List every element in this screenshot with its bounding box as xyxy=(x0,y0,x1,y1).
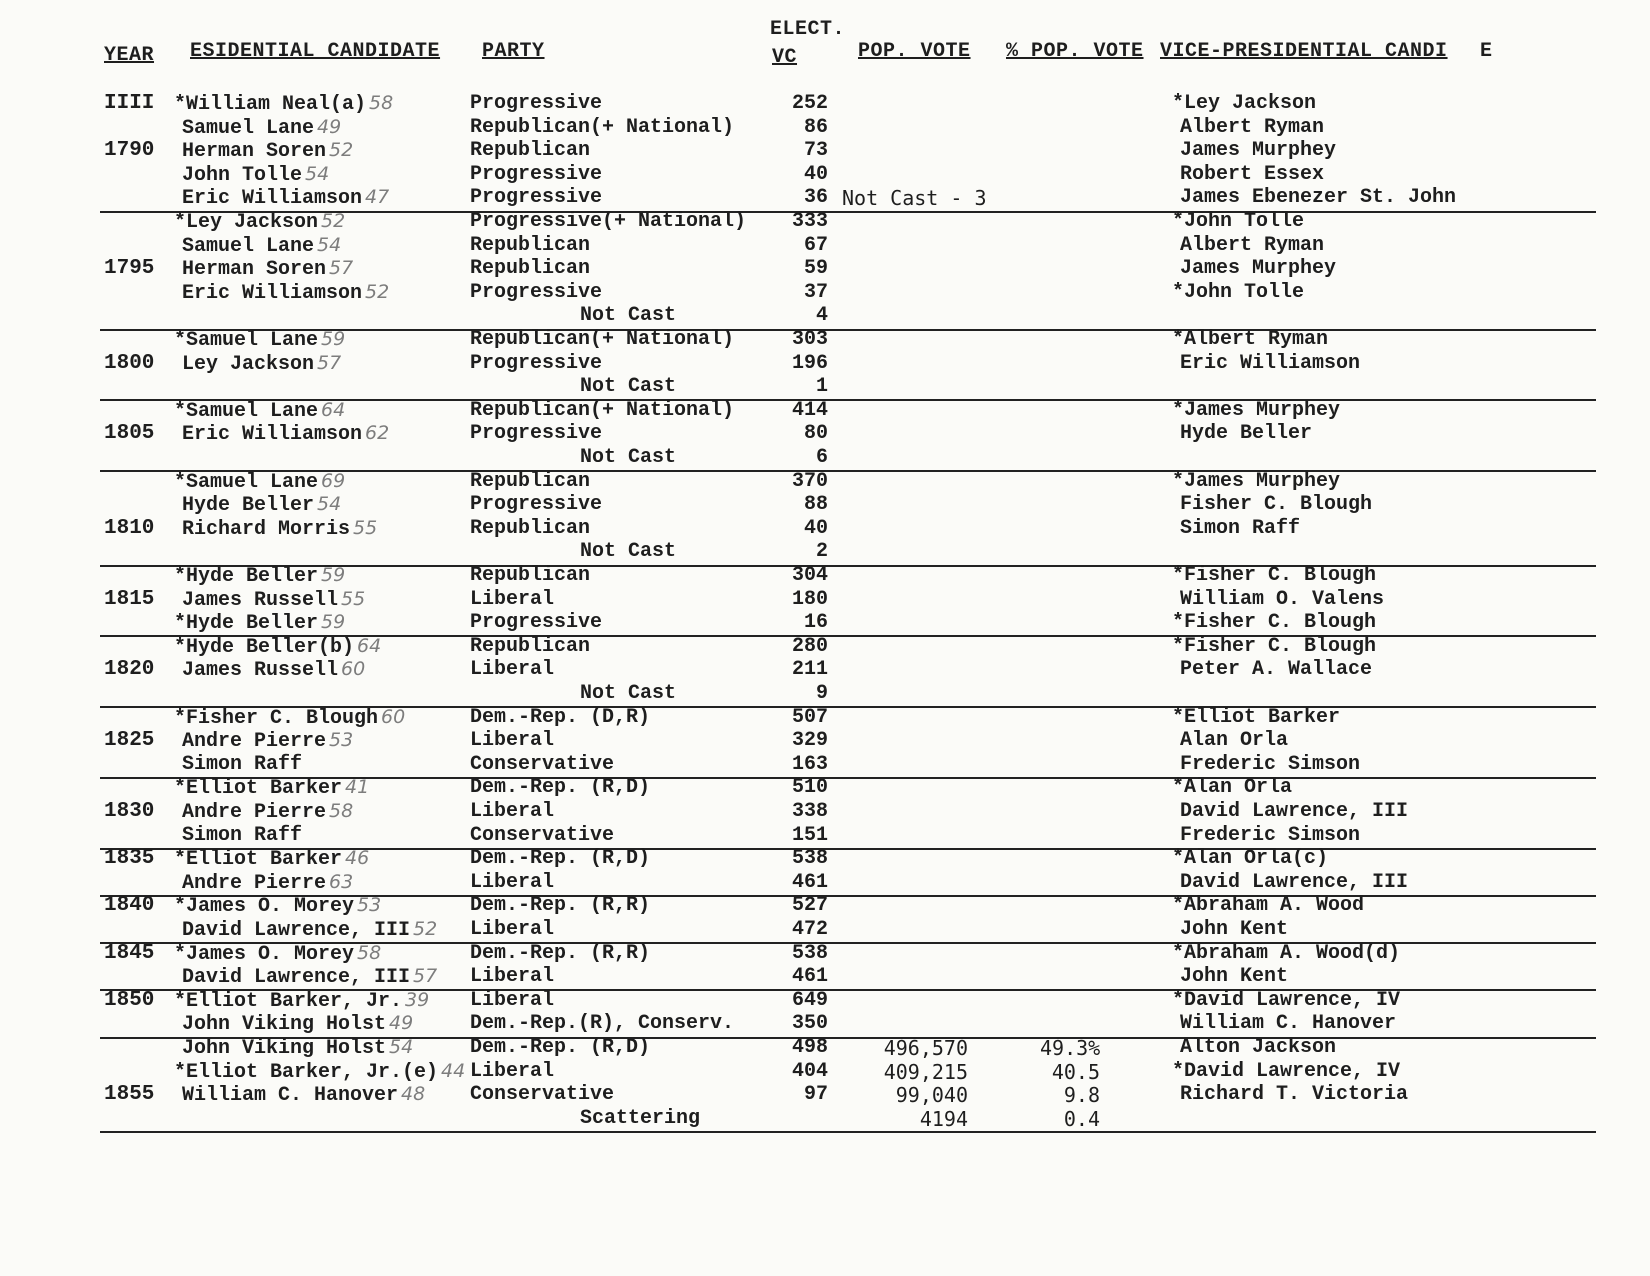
table-row xyxy=(0,375,1650,399)
vice-presidential-candidate: *Fisher C. Blough xyxy=(1172,611,1377,635)
vice-presidential-candidate: Albert Ryman xyxy=(1180,233,1325,257)
candidate-age-note: 55 xyxy=(341,587,366,610)
candidate-age-note: 53 xyxy=(329,729,354,752)
party-name: Liberal xyxy=(470,918,555,941)
vice-presidential-candidate: David Lawrence, III xyxy=(1180,870,1409,894)
header-elect: ELECT. xyxy=(770,18,846,41)
party-name: Dem.-Rep. (R,D) xyxy=(470,1036,651,1059)
party-name: Liberal xyxy=(470,729,555,753)
vice-presidential-candidate: *Elliot Barker xyxy=(1172,705,1341,729)
candidate-name: Andre Pierre 53 xyxy=(182,729,354,754)
table-row xyxy=(0,1107,1650,1131)
party-name: Republican xyxy=(470,257,591,281)
table-row xyxy=(0,753,1650,777)
election-year: 1855 xyxy=(104,1083,155,1107)
party-name: Progressive(+ National) xyxy=(470,210,747,233)
percent-popular-vote: 40.5 xyxy=(1051,1059,1100,1084)
candidate-name: Samuel Lane 49 xyxy=(182,115,342,140)
candidate-name: Richard Morris 55 xyxy=(182,516,378,541)
table-row xyxy=(0,871,1650,895)
vice-presidential-candidate: William O. Valens xyxy=(1180,587,1385,611)
electoral-votes: 88 xyxy=(803,493,828,517)
table-row xyxy=(0,470,1650,494)
electoral-votes: 67 xyxy=(803,233,828,257)
vice-presidential-candidate: Hyde Beller xyxy=(1180,422,1313,446)
electoral-votes: 180 xyxy=(791,587,828,611)
candidate-age-note: 58 xyxy=(357,941,382,964)
candidate-age-note: 64 xyxy=(321,398,346,421)
table-row xyxy=(0,682,1650,706)
candidate-name: Herman Soren 52 xyxy=(182,139,354,164)
electoral-votes: 6 xyxy=(815,446,828,469)
party-name: Progressive xyxy=(470,92,603,115)
party-name: Liberal xyxy=(470,800,555,823)
candidate-age-note: 54 xyxy=(317,233,342,256)
table-row xyxy=(0,1060,1650,1084)
vice-presidential-candidate: James Murphey xyxy=(1180,139,1337,163)
party-name: Republican xyxy=(470,564,591,587)
table-row xyxy=(0,729,1650,753)
table-row xyxy=(0,422,1650,446)
party-name: Liberal xyxy=(470,658,555,682)
vice-presidential-candidate: *David Lawrence, IV xyxy=(1172,1059,1401,1083)
table-row xyxy=(0,163,1650,187)
candidate-age-note: 58 xyxy=(369,92,394,114)
table-row xyxy=(0,658,1650,682)
not-cast-label: Not Cast xyxy=(580,540,677,564)
party-name: Conservative xyxy=(470,1083,615,1107)
party-name: Republican xyxy=(470,516,591,540)
electoral-votes: 507 xyxy=(791,705,828,729)
vice-presidential-candidate: *Alan Orla(c) xyxy=(1172,847,1329,871)
table-row xyxy=(0,1083,1650,1107)
candidate-name: David Lawrence, III 57 xyxy=(182,965,438,990)
candidate-age-note: 54 xyxy=(389,1036,414,1058)
electoral-votes: 498 xyxy=(791,1036,828,1059)
candidate-age-note: 41 xyxy=(345,776,370,799)
candidate-name: Andre Pierre 58 xyxy=(182,800,354,824)
candidate-name: Ley Jackson 57 xyxy=(182,351,342,376)
candidate-age-note: 63 xyxy=(329,870,354,893)
candidate-name: *William Neal(a) 58 xyxy=(174,92,394,116)
electoral-votes: 211 xyxy=(791,658,828,682)
table-row xyxy=(0,304,1650,328)
table-row xyxy=(0,1012,1650,1036)
vice-presidential-candidate: Richard T. Victoria xyxy=(1180,1083,1409,1107)
candidate-name: *Samuel Lane 64 xyxy=(174,398,346,423)
party-name: Liberal xyxy=(470,965,555,989)
party-name: Liberal xyxy=(470,1059,555,1083)
candidate-name: Eric Williamson 62 xyxy=(182,422,390,447)
party-name: Republican xyxy=(470,634,591,658)
electoral-votes: 527 xyxy=(791,894,828,918)
party-name: Republican(+ National) xyxy=(470,115,735,139)
header-party: PARTY xyxy=(482,40,545,63)
candidate-age-note: 58 xyxy=(329,800,354,822)
election-year: 1795 xyxy=(104,257,155,281)
popular-vote: 496,570 xyxy=(883,1036,968,1060)
candidate-age-note: 55 xyxy=(353,516,378,539)
election-year: 1810 xyxy=(104,516,155,540)
candidate-name: David Lawrence, III 52 xyxy=(182,918,438,942)
party-name: Progressive xyxy=(470,162,603,186)
table-row xyxy=(0,1036,1650,1060)
header-candidate: ESIDENTIAL CANDIDATE xyxy=(190,40,441,63)
candidate-name: Herman Soren 57 xyxy=(182,257,354,282)
percent-popular-vote: 0.4 xyxy=(1063,1106,1100,1131)
table-row xyxy=(0,186,1650,210)
election-year: 1815 xyxy=(104,587,155,611)
vice-presidential-candidate: *Alan Orla xyxy=(1172,776,1293,800)
header-year: YEAR xyxy=(104,44,155,67)
vice-presidential-candidate: *John Tolle xyxy=(1172,280,1305,304)
popular-vote: 409,215 xyxy=(883,1059,968,1084)
candidate-name: *Elliot Barker, Jr. 39 xyxy=(174,988,430,1013)
vice-presidential-candidate: *John Tolle xyxy=(1172,210,1305,233)
vice-presidential-candidate: James Ebenezer St. John xyxy=(1180,186,1457,210)
table-row xyxy=(0,540,1650,564)
table-row xyxy=(0,800,1650,824)
not-cast-note: Not Cast - 3 xyxy=(842,186,987,211)
election-year: 1820 xyxy=(104,658,155,682)
vice-presidential-candidate: Alan Orla xyxy=(1180,729,1289,753)
electoral-votes: 40 xyxy=(803,516,828,540)
percent-popular-vote: 9.8 xyxy=(1063,1083,1100,1108)
electoral-votes: 37 xyxy=(803,280,828,304)
party-name: Republican xyxy=(470,469,591,493)
candidate-age-note: 59 xyxy=(321,564,346,586)
table-row xyxy=(0,824,1650,848)
electoral-votes: 1 xyxy=(815,375,828,399)
party-name: Progressive xyxy=(470,186,603,210)
election-year: 1845 xyxy=(104,941,155,965)
party-name: Progressive xyxy=(470,422,603,446)
candidate-age-note: 47 xyxy=(365,186,390,209)
electoral-votes: 252 xyxy=(791,92,828,115)
party-name: Dem.-Rep. (R,D) xyxy=(470,776,651,800)
electoral-votes: 151 xyxy=(791,823,828,847)
vice-presidential-candidate: Eric Williamson xyxy=(1180,351,1361,375)
table-row xyxy=(0,328,1650,352)
candidate-age-note: 54 xyxy=(317,493,342,516)
vice-presidential-candidate: Simon Raff xyxy=(1180,516,1301,540)
header-electoral-votes: VC xyxy=(772,46,798,69)
electoral-votes: 329 xyxy=(791,729,828,753)
electoral-votes: 40 xyxy=(803,162,828,186)
party-name: Dem.-Rep. (R,D) xyxy=(470,847,651,871)
vice-presidential-candidate: *Fisher C. Blough xyxy=(1172,564,1377,587)
candidate-age-note: 44 xyxy=(441,1059,466,1082)
election-year: 1840 xyxy=(104,894,155,918)
table-row xyxy=(0,446,1650,470)
electoral-votes: 4 xyxy=(815,304,828,328)
table-row xyxy=(0,399,1650,423)
electoral-votes: 404 xyxy=(791,1059,828,1083)
election-year: 1825 xyxy=(104,729,155,753)
electoral-votes: 73 xyxy=(803,139,828,163)
candidate-name: John Tolle 54 xyxy=(182,162,330,187)
candidate-age-note: 48 xyxy=(401,1083,426,1106)
candidate-name: *Elliot Barker, Jr.(e) 44 xyxy=(174,1059,466,1084)
party-name: Dem.-Rep. (R,R) xyxy=(470,894,651,918)
not-cast-label: Not Cast xyxy=(580,446,677,469)
vice-presidential-candidate: John Kent xyxy=(1180,965,1289,989)
header-vp-tail: E xyxy=(1480,40,1493,63)
table-row xyxy=(0,92,1650,116)
table-row xyxy=(0,517,1650,541)
vice-presidential-candidate: Fisher C. Blough xyxy=(1180,493,1373,517)
candidate-age-note: 62 xyxy=(365,422,390,445)
electoral-votes: 16 xyxy=(803,611,828,635)
table-row xyxy=(0,352,1650,376)
candidate-name: John Viking Holst 49 xyxy=(182,1012,414,1037)
candidate-name: *Hyde Beller 59 xyxy=(174,564,346,588)
candidate-age-note: 60 xyxy=(381,705,406,728)
electoral-votes: 97 xyxy=(803,1083,828,1107)
electoral-votes: 333 xyxy=(791,210,828,233)
candidate-name: *Elliot Barker 41 xyxy=(174,776,370,801)
electoral-votes: 461 xyxy=(791,965,828,989)
election-year: 1850 xyxy=(104,988,155,1012)
candidate-name: Hyde Beller 54 xyxy=(182,493,342,518)
party-name: Progressive xyxy=(470,280,603,304)
candidate-age-note: 52 xyxy=(365,280,390,303)
not-cast-label: Scattering xyxy=(580,1106,701,1130)
table-row xyxy=(0,281,1650,305)
election-year: 1805 xyxy=(104,422,155,446)
party-name: Progressive xyxy=(470,351,603,375)
header-vice-presidential-candidate: VICE-PRESIDENTIAL CANDI xyxy=(1160,40,1448,63)
candidate-name: James Russell 55 xyxy=(182,587,366,612)
electoral-votes: 538 xyxy=(791,941,828,965)
candidate-age-note: 39 xyxy=(405,988,430,1011)
candidate-name: John Viking Holst 54 xyxy=(182,1036,414,1060)
electoral-votes: 9 xyxy=(815,682,828,705)
not-cast-label: Not Cast xyxy=(580,375,677,399)
candidate-name: *Samuel Lane 59 xyxy=(174,328,346,352)
electoral-votes: 510 xyxy=(791,776,828,800)
table-row xyxy=(0,847,1650,871)
not-cast-label: Not Cast xyxy=(580,304,677,328)
electoral-votes: 370 xyxy=(791,469,828,493)
candidate-age-note: 57 xyxy=(317,351,342,374)
candidate-age-note: 54 xyxy=(305,162,330,185)
party-name: Progressive xyxy=(470,611,603,635)
candidate-age-note: 53 xyxy=(357,894,382,917)
election-year: 1830 xyxy=(104,800,155,823)
election-year: 1790 xyxy=(104,139,155,163)
electoral-votes: 280 xyxy=(791,634,828,658)
vice-presidential-candidate: James Murphey xyxy=(1180,257,1337,281)
vice-presidential-candidate: Alton Jackson xyxy=(1180,1036,1337,1059)
popular-vote: 99,040 xyxy=(895,1083,968,1108)
candidate-age-note: 59 xyxy=(321,611,346,634)
year-strikeout: IIII xyxy=(104,92,155,115)
vice-presidential-candidate: Frederic Simson xyxy=(1180,823,1361,847)
table-row xyxy=(0,894,1650,918)
candidate-name: *Hyde Beller(b) 64 xyxy=(174,634,382,659)
party-name: Republican xyxy=(470,139,591,163)
candidate-name: Eric Williamson 47 xyxy=(182,186,390,211)
vice-presidential-candidate: *David Lawrence, IV xyxy=(1172,988,1401,1012)
table-row xyxy=(0,706,1650,730)
not-cast-label: Not Cast xyxy=(580,682,677,705)
candidate-age-note: 69 xyxy=(321,469,346,492)
electoral-votes: 350 xyxy=(791,1012,828,1036)
party-name: Republican xyxy=(470,233,591,257)
electoral-votes: 196 xyxy=(791,351,828,375)
electoral-votes: 472 xyxy=(791,918,828,941)
candidate-name: *Fisher C. Blough 60 xyxy=(174,705,406,730)
party-name: Liberal xyxy=(470,587,555,611)
vice-presidential-candidate: Robert Essex xyxy=(1180,162,1325,186)
table-row xyxy=(0,116,1650,140)
electoral-votes: 80 xyxy=(803,422,828,446)
vice-presidential-candidate: John Kent xyxy=(1180,918,1289,941)
party-name: Conservative xyxy=(470,823,615,847)
party-name: Dem.-Rep. (D,R) xyxy=(470,705,651,729)
percent-popular-vote: 49.3% xyxy=(1040,1036,1101,1060)
candidate-age-note: 49 xyxy=(317,115,342,138)
electoral-votes: 414 xyxy=(791,398,828,422)
vice-presidential-candidate: *Abraham A. Wood(d) xyxy=(1172,941,1401,965)
table-row xyxy=(0,942,1650,966)
vice-presidential-candidate: *James Murphey xyxy=(1172,469,1341,493)
electoral-votes: 36 xyxy=(803,186,828,210)
vice-presidential-candidate: Peter A. Wallace xyxy=(1180,658,1373,682)
electoral-votes: 338 xyxy=(791,800,828,823)
candidate-age-note: 46 xyxy=(345,847,370,870)
candidate-name: Eric Williamson 52 xyxy=(182,280,390,305)
table-row xyxy=(0,234,1650,258)
party-name: Liberal xyxy=(470,988,555,1012)
candidate-age-note: 52 xyxy=(321,210,346,232)
electoral-votes: 86 xyxy=(803,115,828,139)
table-row xyxy=(0,588,1650,612)
table-row xyxy=(0,611,1650,635)
party-name: Liberal xyxy=(470,870,555,894)
electoral-votes: 538 xyxy=(791,847,828,871)
candidate-name: Andre Pierre 63 xyxy=(182,870,354,895)
table-row xyxy=(0,965,1650,989)
table-row xyxy=(0,635,1650,659)
candidate-age-note: 59 xyxy=(321,328,346,350)
candidate-age-note: 57 xyxy=(329,257,354,280)
candidate-name: *Elliot Barker 46 xyxy=(174,847,370,872)
candidate-name: *Hyde Beller 59 xyxy=(174,611,346,636)
electoral-votes: 303 xyxy=(791,328,828,351)
candidate-age-note: 52 xyxy=(413,918,438,940)
candidate-name: *Samuel Lane 69 xyxy=(174,469,346,494)
party-name: Progressive xyxy=(470,493,603,517)
vice-presidential-candidate: William C. Hanover xyxy=(1180,1012,1397,1036)
table-row xyxy=(0,139,1650,163)
candidate-age-note: 60 xyxy=(341,658,366,681)
vice-presidential-candidate: *Albert Ryman xyxy=(1172,328,1329,351)
header-popular-vote: POP. VOTE xyxy=(858,40,971,63)
candidate-age-note: 49 xyxy=(389,1012,414,1035)
table-row xyxy=(0,493,1650,517)
table-row xyxy=(0,210,1650,234)
vice-presidential-candidate: Frederic Simson xyxy=(1180,752,1361,776)
party-name: Dem.-Rep.(R), Conserv. xyxy=(470,1012,735,1036)
header-percent-popular-vote: % POP. VOTE xyxy=(1006,40,1144,63)
candidate-name: Samuel Lane 54 xyxy=(182,233,342,258)
candidate-age-note: 64 xyxy=(357,634,382,657)
electoral-votes: 2 xyxy=(815,540,828,564)
candidate-name: James Russell 60 xyxy=(182,658,366,683)
candidate-name: *James O. Morey 53 xyxy=(174,894,382,919)
candidate-name: *Ley Jackson 52 xyxy=(174,210,346,234)
electoral-votes: 461 xyxy=(791,870,828,894)
vice-presidential-candidate: David Lawrence, III xyxy=(1180,800,1409,823)
electoral-votes: 163 xyxy=(791,752,828,776)
candidate-name: *James O. Morey 58 xyxy=(174,941,382,966)
candidate-age-note: 57 xyxy=(413,965,438,988)
electoral-votes: 649 xyxy=(791,988,828,1012)
table-row xyxy=(0,564,1650,588)
candidate-name: Simon Raff xyxy=(182,752,303,776)
election-year: 1835 xyxy=(104,847,155,871)
electoral-votes: 304 xyxy=(791,564,828,587)
vice-presidential-candidate: *Abraham A. Wood xyxy=(1172,894,1365,918)
candidate-name: William C. Hanover 48 xyxy=(182,1083,426,1108)
row-separator xyxy=(100,1131,1596,1133)
popular-vote: 4194 xyxy=(919,1106,968,1131)
party-name: Republican(+ National) xyxy=(470,398,735,422)
table-row xyxy=(0,776,1650,800)
vice-presidential-candidate: *Fisher C. Blough xyxy=(1172,634,1377,658)
vice-presidential-candidate: Albert Ryman xyxy=(1180,115,1325,139)
candidate-name: Simon Raff xyxy=(182,823,303,847)
table-row xyxy=(0,989,1650,1013)
election-year: 1800 xyxy=(104,351,155,375)
table-row xyxy=(0,918,1650,942)
party-name: Republican(+ National) xyxy=(470,328,735,351)
party-name: Dem.-Rep. (R,R) xyxy=(470,941,651,965)
candidate-age-note: 52 xyxy=(329,139,354,162)
table-row xyxy=(0,257,1650,281)
electoral-votes: 59 xyxy=(803,257,828,281)
vice-presidential-candidate: *Ley Jackson xyxy=(1172,92,1317,115)
vice-presidential-candidate: *James Murphey xyxy=(1172,398,1341,422)
party-name: Conservative xyxy=(470,752,615,776)
